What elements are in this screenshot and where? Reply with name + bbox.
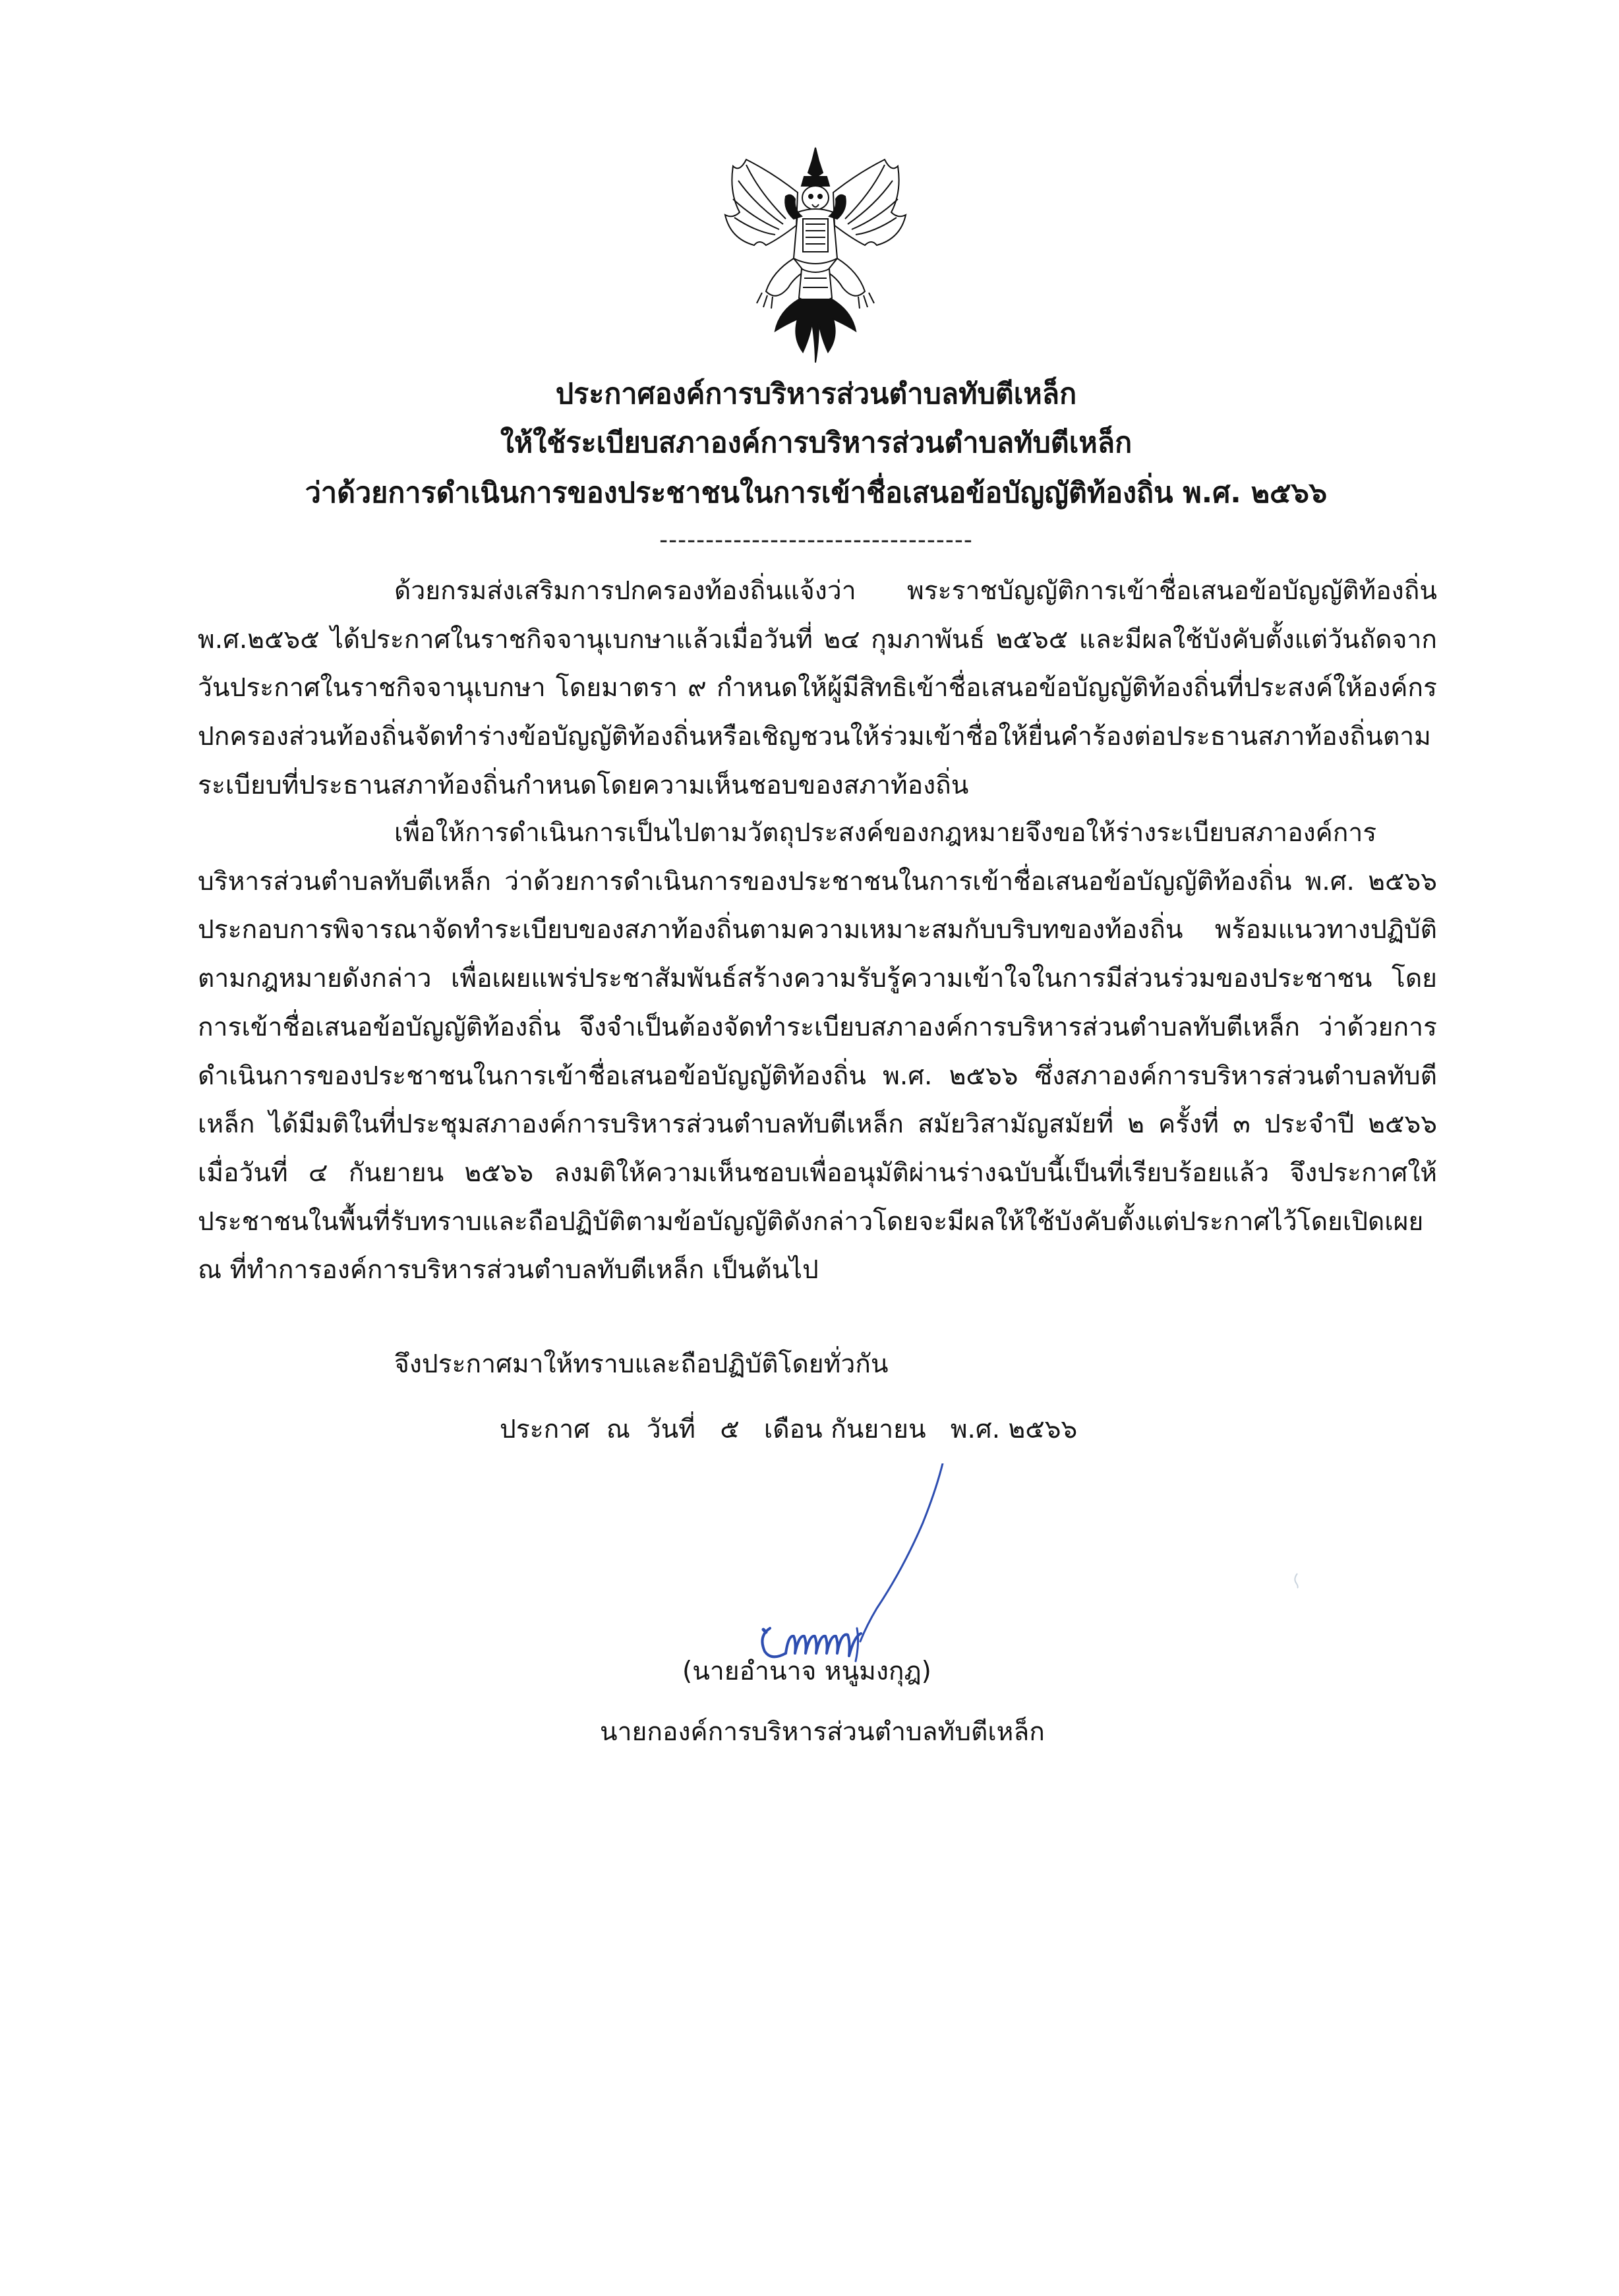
handwritten-signature-icon (725, 1463, 989, 1674)
dateline-at: ณ (606, 1415, 630, 1444)
heading-line-1: ประกาศองค์การบริหารส่วนตำบลทับตีเหล็ก (555, 378, 1077, 411)
dateline-month: กันยายน (831, 1415, 926, 1444)
body-paragraph-1: ด้วยกรมส่งเสริมการปกครองท้องถิ่นแจ้งว่า พระราชบัญญัติการเข้าชื่อเสนอข้อบัญญัติท้องถิ่น พ.ศ.๒๕๖๕ ได้ประกาศในราชกิจจานุเบกษาแล้วเมื่อวันที่ ๒๔ กุมภาพันธ์ ๒๕๖๕ และมีผลใช้บังคับตั้งแต่วันถัดจากวันประกาศในราชกิจจานุเบกษา โดยมาตรา ๙ กำหนดให้ผู้มีสิทธิเข้าชื่อเสนอข้อบัญญัติท้องถิ่นที่ประสงค์ให้องค์กรปกครองส่วนท้องถิ่นจัดทำร่างข้อบัญญัติท้องถิ่นหรือเชิญชวนให้ร่วมเข้าชื่อให้ยื่นคำร้องต่อประธานสภาท้องถิ่นตามระเบียบที่ประธานสภาท้องถิ่นกำหนดโดยความเห็นชอบของสภาท้องถิ่น (198, 576, 1437, 800)
heading-separator: ---------------------------------- (659, 527, 973, 554)
dateline-month-label: เดือน (763, 1415, 823, 1444)
dateline-day-label: วันที่ (646, 1415, 695, 1444)
dateline-year-label: พ.ศ. (950, 1415, 1001, 1444)
heading-line-3: ว่าด้วยการดำเนินการของประชาชนในการเข้าชื่อเสนอข้อบัญญัติท้องถิ่น พ.ศ. ๒๕๖๖ (305, 477, 1328, 510)
dateline-day: ๕ (720, 1415, 740, 1444)
announcement-date (500, 1410, 1077, 1450)
garuda-emblem-icon (720, 146, 911, 364)
dateline-year: ๒๕๖๖ (1008, 1415, 1078, 1444)
dateline-announced: ประกาศ (500, 1415, 590, 1444)
closing-statement: จึงประกาศมาให้ทราบและถือปฏิบัติโดยทั่วกัน (394, 1349, 889, 1379)
signer-title: นายกองค์การบริหารส่วนตำบลทับตีเหล็ก (600, 1717, 1045, 1747)
signer-name: (นายอำนาจ หนูมงกุฎ) (682, 1657, 931, 1686)
body-paragraph-2: เพื่อให้การดำเนินการเป็นไปตามวัตถุประสงค์ของกฎหมายจึงขอให้ร่างระเบียบสภาองค์การบริหารส่วนตำบลทับตีเหล็ก ว่าด้วยการดำเนินการของประชาชนในการเข้าชื่อเสนอข้อบัญญัติท้องถิ่น พ.ศ. ๒๕๖๖ ประกอบการพิจารณาจัดทำระเบียบของสภาท้องถิ่นตามความเหมาะสมกับบริบทของท้องถิ่น พร้อมแนวทางปฏิบัติตามกฎหมายดังกล่าว เพื่อเผยแพร่ประชาสัมพันธ์สร้างความรับรู้ความเข้าใจในการมีส่วนร่วมของประชาชน โดยการเข้าชื่อเสนอข้อบัญญัติท้องถิ่น จึงจำเป็นต้องจัดทำระเบียบสภาองค์การบริหารส่วนตำบลทับตีเหล็ก ว่าด้วยการดำเนินการของประชาชนในการเข้าชื่อเสนอข้อบัญญัติท้องถิ่น พ.ศ. ๒๕๖๖ ซึ่งสภาองค์การบริหารส่วนตำบลทับตีเหล็ก ได้มีมติในที่ประชุมสภาองค์การบริหารส่วนตำบลทับตีเหล็ก สมัยวิสามัญสมัยที่ ๒ ครั้งที่ ๓ ประจำปี ๒๕๖๖ เมื่อวันที่ ๔ กันยายน ๒๕๖๖ ลงมติให้ความเห็นชอบเพื่ออนุมัติผ่านร่างฉบับนี้เป็นที่เรียบร้อยแล้ว จึงประกาศให้ประชาชนในพื้นที่รับทราบและถือปฏิบัติตามข้อบัญญัติดังกล่าวโดยจะมีผลให้ใช้บังคับตั้งแต่ประกาศไว้โดยเปิดเผย ณ ที่ทำการองค์การบริหารส่วนตำบลทับตีเหล็ก เป็นต้นไป (198, 818, 1437, 1285)
heading-line-2: ให้ใช้ระเบียบสภาองค์การบริหารส่วนตำบลทับตีเหล็ก (500, 427, 1133, 459)
paper-speck-icon (1291, 1572, 1304, 1589)
